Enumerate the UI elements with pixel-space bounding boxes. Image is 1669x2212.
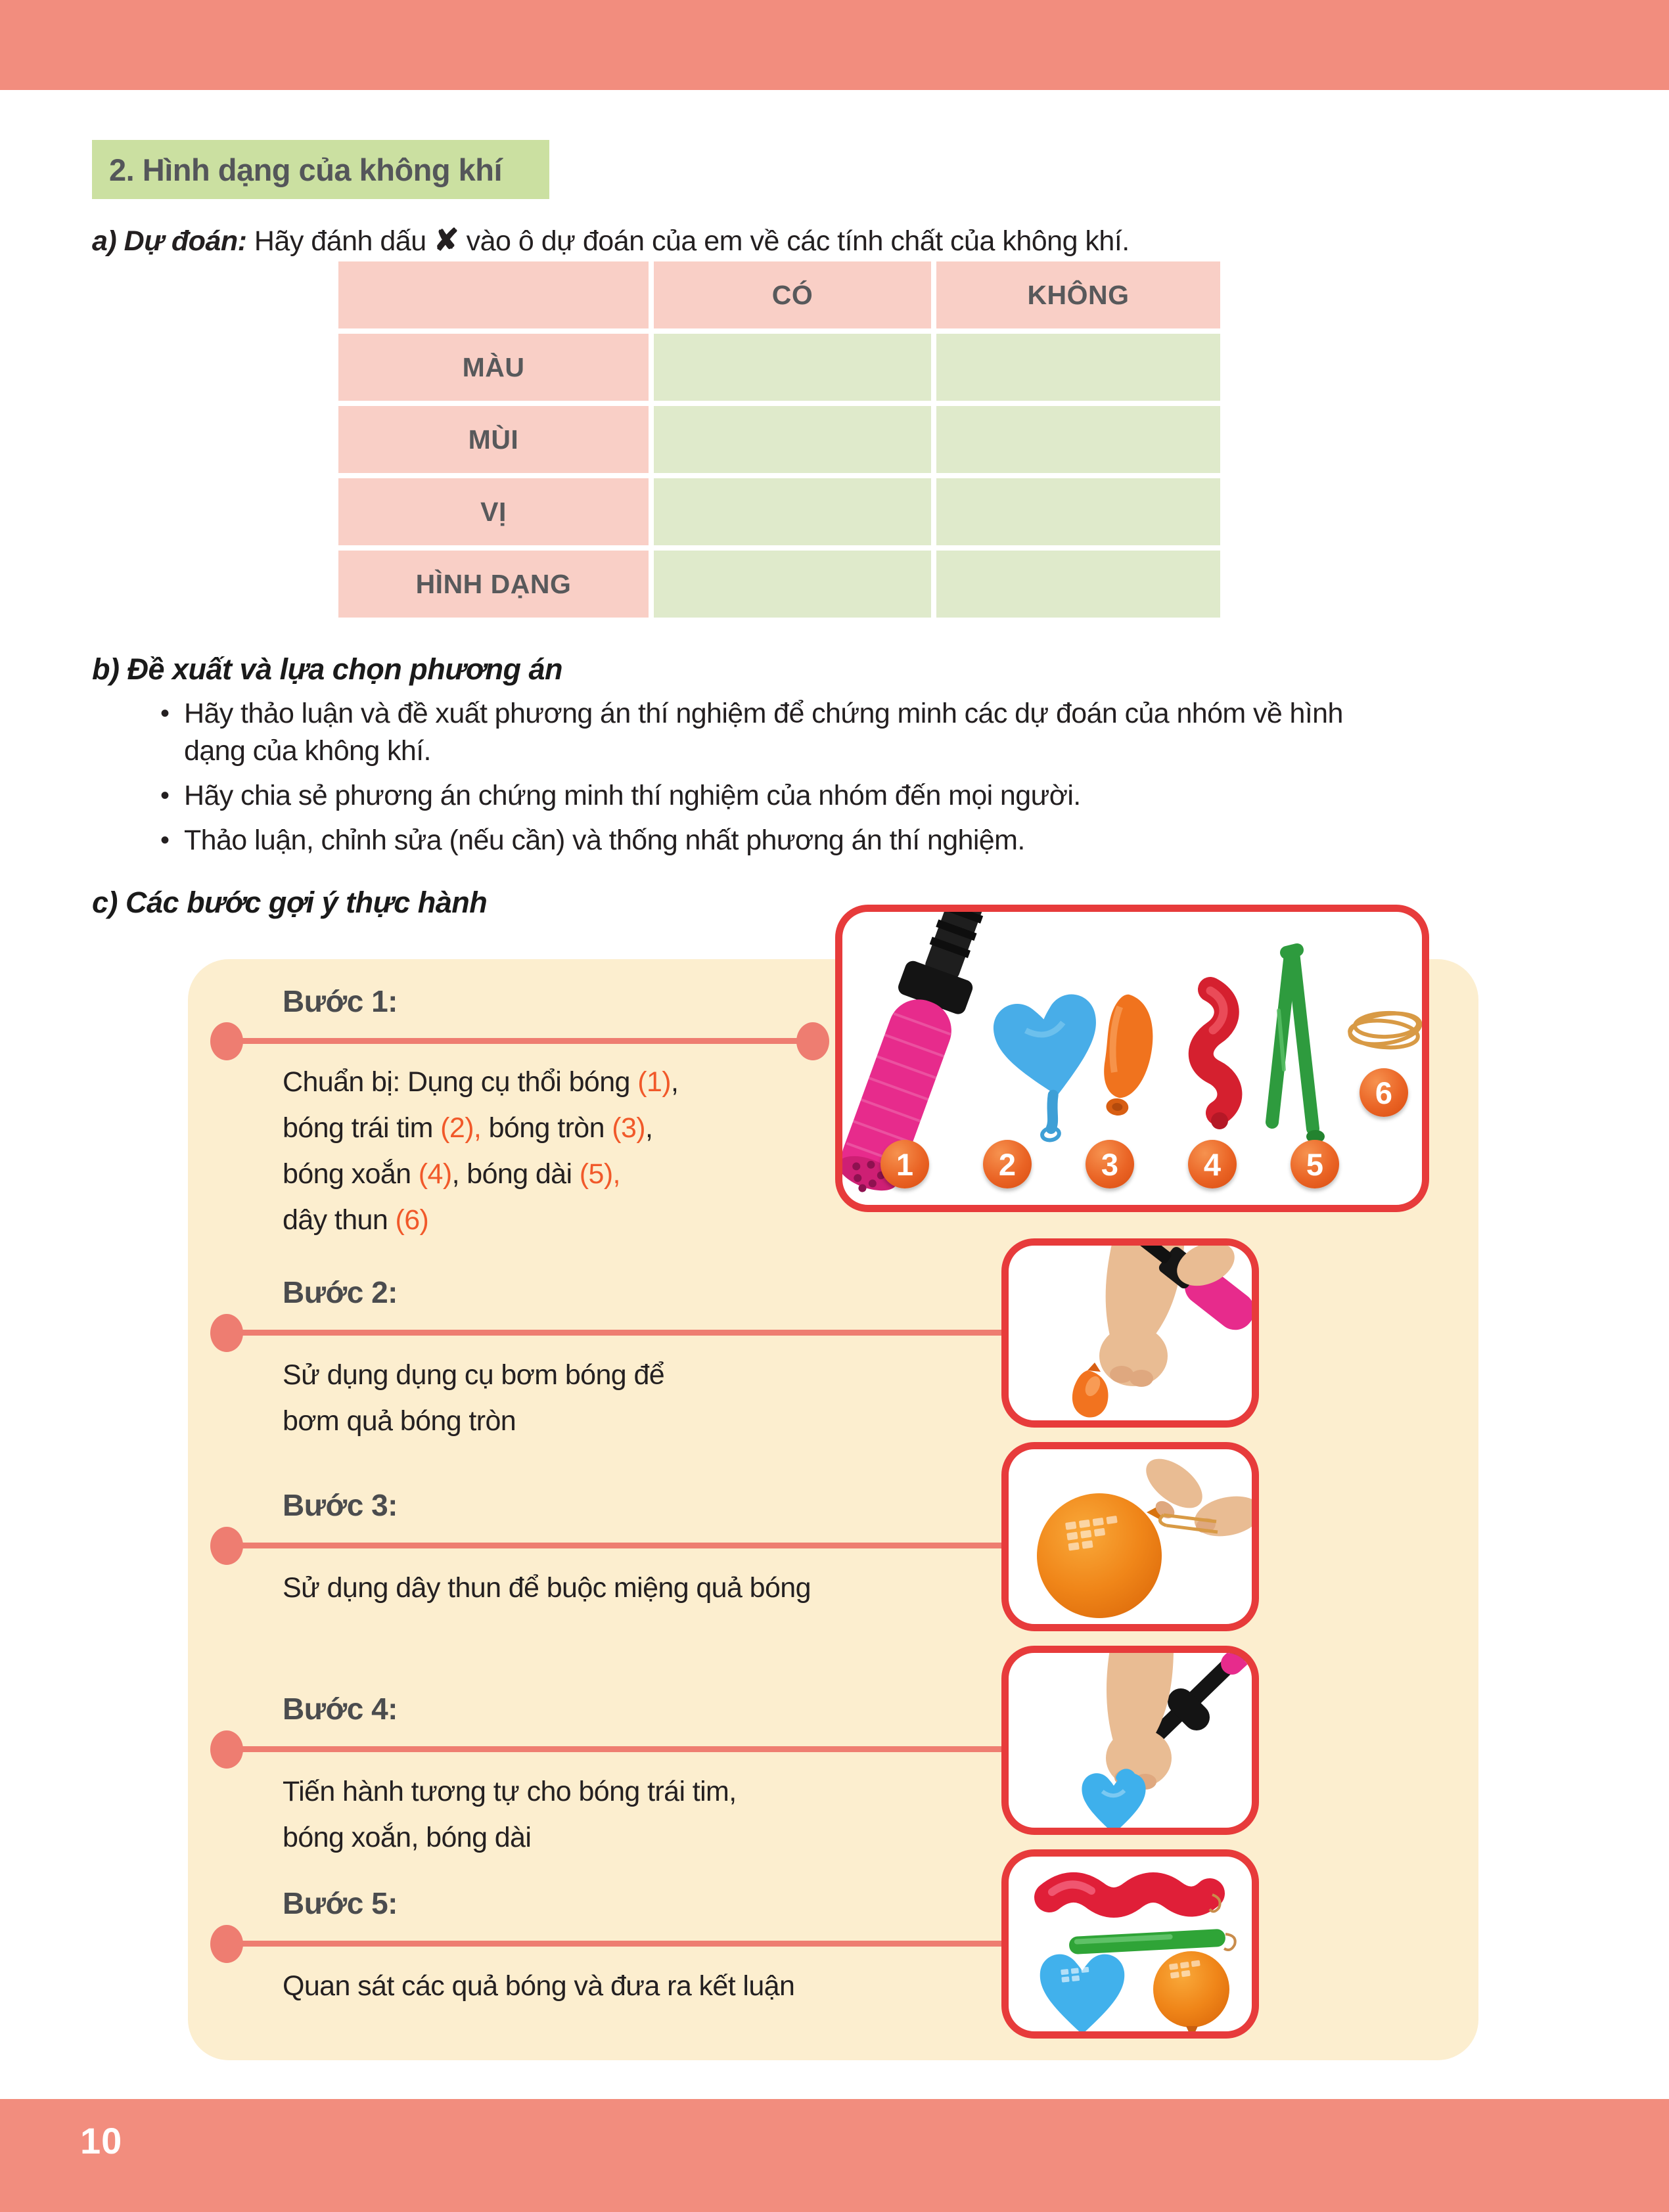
step-4-description: Tiến hành tương tự cho bóng trái tim, bóng xoắn, bóng dài bbox=[283, 1776, 737, 1853]
bullet-item: • Hãy thảo luận và đề xuất phương án thí nghiệm để chứng minh các dự đoán của nhóm về hình dạng của không khí. bbox=[160, 695, 1409, 770]
answer-cell-yes bbox=[654, 406, 931, 473]
equipment-badge-6: 6 bbox=[1360, 1068, 1408, 1117]
step-2-description: Sử dụng dụng cụ bơm bóng để bơm quả bóng tròn bbox=[283, 1359, 665, 1437]
table-row bbox=[338, 478, 1220, 545]
table-row bbox=[338, 334, 1220, 401]
answer-cell-yes bbox=[654, 478, 931, 545]
rubber-bands bbox=[1348, 1009, 1422, 1050]
table-header-row bbox=[338, 261, 1220, 328]
answer-cell-no bbox=[936, 478, 1220, 545]
step-4-photo bbox=[1001, 1646, 1259, 1835]
orange-balloon-small bbox=[1072, 1363, 1109, 1418]
row-label-taste: VỊ bbox=[338, 478, 649, 545]
step-1-desc-line: bóng trái tim (2), bóng tròn (3), bbox=[283, 1112, 653, 1144]
step-1-label: Bước 1: bbox=[283, 984, 398, 1018]
timeline-line bbox=[227, 1543, 1001, 1548]
timeline-dot bbox=[210, 1527, 243, 1565]
orange-balloon-large bbox=[1037, 1493, 1164, 1618]
section-c-heading: c) Các bước gợi ý thực hành bbox=[92, 886, 488, 919]
step-3-description: Sử dụng dây thun để buộc miệng quả bóng bbox=[283, 1572, 811, 1604]
answer-cell-no bbox=[936, 334, 1220, 401]
timeline-dot bbox=[210, 1730, 243, 1769]
timeline-line bbox=[227, 1941, 1001, 1947]
intro-post-text: vào ô dự đoán của em về các tính chất của không khí. bbox=[466, 225, 1130, 257]
header-no: KHÔNG bbox=[936, 261, 1220, 328]
table-row bbox=[338, 551, 1220, 618]
timeline-line bbox=[227, 1746, 1001, 1752]
twisted-balloon-inflated bbox=[1049, 1884, 1220, 1911]
step-1-desc-line: dây thun (6) bbox=[283, 1204, 429, 1236]
section-title: 2. Hình dạng của không khí bbox=[109, 152, 503, 187]
prediction-intro bbox=[92, 222, 1130, 258]
answer-cell-yes bbox=[654, 551, 931, 618]
equipment-badge-5: 5 bbox=[1291, 1140, 1339, 1188]
pumping-heart-balloon-illustration bbox=[1009, 1653, 1252, 1828]
equipment-badge-3: 3 bbox=[1086, 1140, 1134, 1188]
section-title-chip bbox=[92, 140, 549, 199]
step-5-photo bbox=[1001, 1849, 1259, 2039]
prediction-label: a) Dự đoán: bbox=[92, 225, 247, 257]
step-5-label: Bước 5: bbox=[283, 1886, 398, 1920]
header-empty-cell bbox=[338, 261, 649, 328]
round-balloon bbox=[1099, 993, 1157, 1118]
timeline-line bbox=[227, 1038, 813, 1044]
timeline-dot bbox=[210, 1314, 243, 1352]
step-3-label: Bước 3: bbox=[283, 1488, 398, 1522]
page-number: 10 bbox=[80, 2120, 123, 2161]
step-2-label: Bước 2: bbox=[283, 1275, 398, 1309]
long-balloon bbox=[1272, 950, 1325, 1143]
section-b-heading: b) Đề xuất và lựa chọn phương án bbox=[92, 652, 563, 686]
twisted-balloon bbox=[1201, 989, 1230, 1129]
answer-cell-no bbox=[936, 551, 1220, 618]
tying-balloon-illustration bbox=[1009, 1449, 1252, 1624]
step-5-description: Quan sát các quả bóng và đưa ra kết luận bbox=[283, 1970, 795, 2002]
step-1-desc-line: Chuẩn bị: Dụng cụ thổi bóng (1), bbox=[283, 1066, 679, 1098]
bullet-item: • Thảo luận, chỉnh sửa (nếu cần) và thống nhất phương án thí nghiệm. bbox=[160, 822, 1409, 859]
row-label-shape: HÌNH DẠNG bbox=[338, 551, 649, 618]
step-2-photo bbox=[1001, 1238, 1259, 1428]
heart-balloon bbox=[990, 991, 1115, 1147]
x-mark-icon: ✘ bbox=[434, 223, 459, 257]
table-row bbox=[338, 406, 1220, 473]
top-banner bbox=[0, 0, 1669, 90]
answer-cell-yes bbox=[654, 334, 931, 401]
header-yes: CÓ bbox=[654, 261, 931, 328]
step-1-photo bbox=[835, 905, 1429, 1212]
timeline-dot bbox=[796, 1022, 829, 1060]
step-1-desc-line: bóng xoắn (4), bóng dài (5), bbox=[283, 1158, 620, 1190]
heart-balloon-small bbox=[1082, 1772, 1145, 1828]
intro-pre-text: Hãy đánh dấu bbox=[254, 225, 426, 257]
prediction-table bbox=[333, 256, 1225, 623]
long-balloon-inflated bbox=[1068, 1929, 1235, 1954]
equipment-badge-1: 1 bbox=[880, 1140, 929, 1188]
timeline-dot bbox=[210, 1022, 243, 1060]
inflated-balloons-illustration bbox=[1009, 1857, 1252, 2031]
pumping-balloon-illustration bbox=[1009, 1246, 1252, 1420]
round-balloon-inflated bbox=[1153, 1951, 1229, 2031]
step-1-description bbox=[283, 1059, 678, 1243]
heart-balloon-inflated bbox=[1040, 1954, 1125, 2031]
row-label-color: MÀU bbox=[338, 334, 649, 401]
answer-cell-no bbox=[936, 406, 1220, 473]
timeline-dot bbox=[210, 1925, 243, 1963]
section-b-bullets bbox=[160, 695, 1409, 867]
equipment-badge-4: 4 bbox=[1188, 1140, 1237, 1188]
row-label-smell: MÙI bbox=[338, 406, 649, 473]
equipment-badge-2: 2 bbox=[983, 1140, 1032, 1188]
step-3-photo bbox=[1001, 1442, 1259, 1631]
step-4-label: Bước 4: bbox=[283, 1692, 398, 1726]
bottom-banner bbox=[0, 2099, 1669, 2212]
timeline-line bbox=[227, 1330, 1001, 1336]
bullet-item: • Hãy chia sẻ phương án chứng minh thí nghiệm của nhóm đến mọi người. bbox=[160, 777, 1409, 815]
